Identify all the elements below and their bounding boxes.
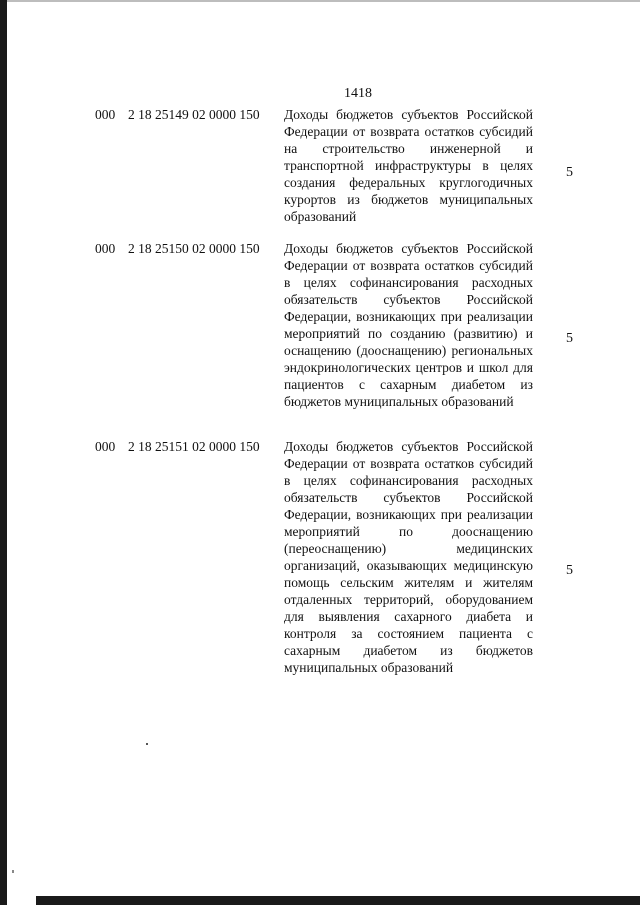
budget-code — [95, 438, 260, 455]
scan-left-edge — [0, 0, 7, 905]
row-description: Доходы бюджетов субъектов Российской Федерации от возврата остатков субсидий в целях софинансирования расходных обязательств субъектов Российской Федерации, возникающих при реализации мероприятий по дооснащению (переоснащению) медицинских организаций, оказывающих медицинскую помощь сельским жителям и жителям отдаленных территорий, оборудованием для выявления сахарного диабета и контроля за состоянием пациента с сахарным диабетом из бюджетов муниципальных образований — [284, 439, 533, 675]
code-prefix: 000 — [95, 241, 116, 256]
row-description: Доходы бюджетов субъектов Российской Федерации от возврата остатков субсидий на строительство инженерной и транспортной инфраструктуры в целях создания федеральных круглогодичных курортов из бюджетов муниципальных образований — [284, 107, 533, 224]
scan-speck — [146, 743, 148, 745]
scan-top-edge — [7, 0, 640, 2]
code-prefix: 000 — [95, 107, 116, 122]
budget-code — [95, 106, 260, 123]
row-value: 5 — [566, 165, 573, 180]
scan-bottom-edge — [36, 896, 640, 905]
page-number: 1418 — [344, 86, 372, 101]
row-description: Доходы бюджетов субъектов Российской Федерации от возврата остатков субсидий в целях софинансирования расходных обязательств субъектов Российской Федерации, возникающих при реализации мероприятий по созданию (развитию) и оснащению (дооснащению) региональных эндокринологических центров и школ для пациентов с сахарным диабетом из бюджетов муниципальных образований — [284, 241, 533, 409]
code-number: 2 18 25149 02 0000 150 — [128, 107, 260, 122]
row-value: 5 — [566, 563, 573, 578]
code-number: 2 18 25150 02 0000 150 — [128, 241, 260, 256]
scan-speck — [12, 870, 14, 873]
code-number: 2 18 25151 02 0000 150 — [128, 439, 260, 454]
row-value: 5 — [566, 331, 573, 346]
code-prefix: 000 — [95, 439, 116, 454]
budget-code — [95, 240, 260, 257]
